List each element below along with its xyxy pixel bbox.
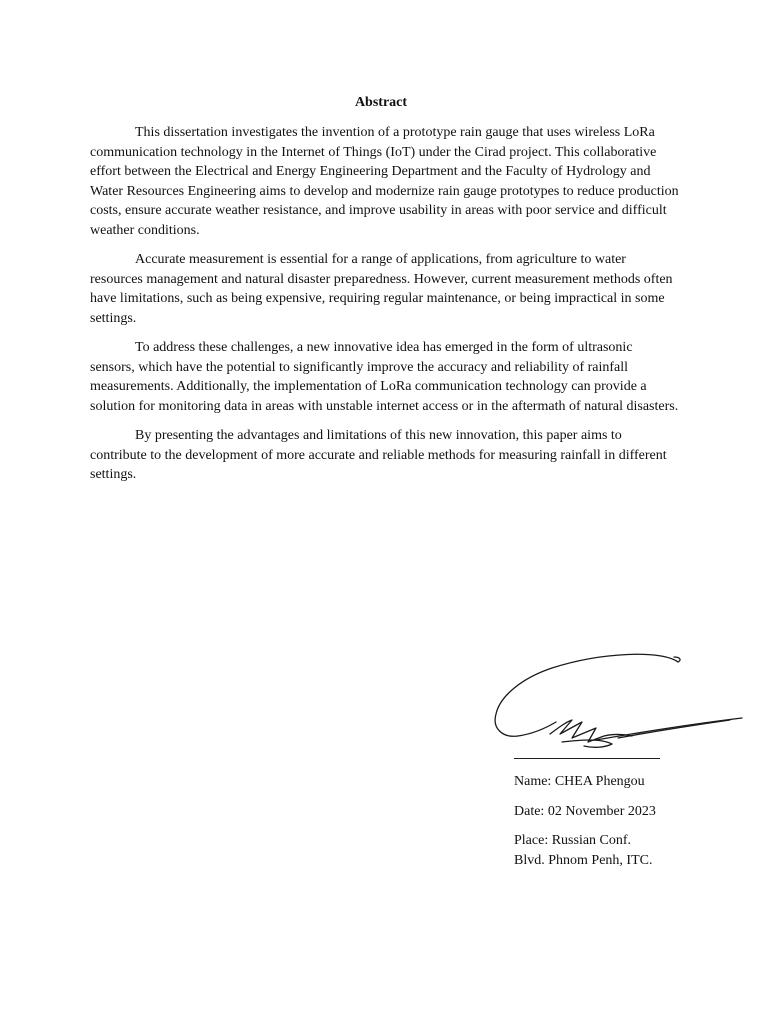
signature-line	[514, 758, 660, 759]
signing-place-line-1: Place: Russian Conf.	[514, 833, 632, 848]
abstract-body	[90, 123, 680, 495]
signing-date: Date: 02 November 2023	[514, 803, 656, 819]
signature-details	[514, 772, 744, 880]
abstract-paragraph-2: Accurate measurement is essential for a range of applications, from agriculture to water resources management and natural disaster preparedness. However, current measurement methods often have limitations, such as being expensive, requiring regular maintenance, or being impractical in some settings.	[90, 252, 673, 326]
signer-name: Name: CHEA Phengou	[514, 774, 645, 789]
signing-place-line-2: Blvd. Phnom Penh, ITC.	[514, 852, 653, 868]
handwritten-signature-icon	[492, 648, 748, 764]
signing-place	[514, 831, 744, 870]
abstract-paragraph-3: To address these challenges, a new innovative idea has emerged in the form of ultrasonic sensors, which have the potential to significantly improve the accuracy and reliability of rainfall measurements. Additionally, the implementation of LoRa communication technology can provide a solution for monitoring data in areas with unstable internet access or in the aftermath of natural disasters.	[90, 340, 679, 414]
abstract-heading: Abstract	[354, 95, 408, 110]
abstract-paragraph-1: This dissertation investigates the invention of a prototype rain gauge that uses wireless LoRa communication technology in the Internet of Things (IoT) under the Cirad project. This collaborative effort between the Electrical and Energy Engineering Department and the Faculty of Hydrology and Water Resources Engineering aims to develop and modernize rain gauge prototypes to reduce production costs, ensure accurate weather resistance, and improve usability in areas with poor service and difficult weather conditions.	[90, 125, 679, 238]
abstract-paragraph-4: By presenting the advantages and limitations of this new innovation, this paper aims to contribute to the development of more accurate and reliable methods for measuring rainfall in different settings.	[90, 428, 667, 482]
